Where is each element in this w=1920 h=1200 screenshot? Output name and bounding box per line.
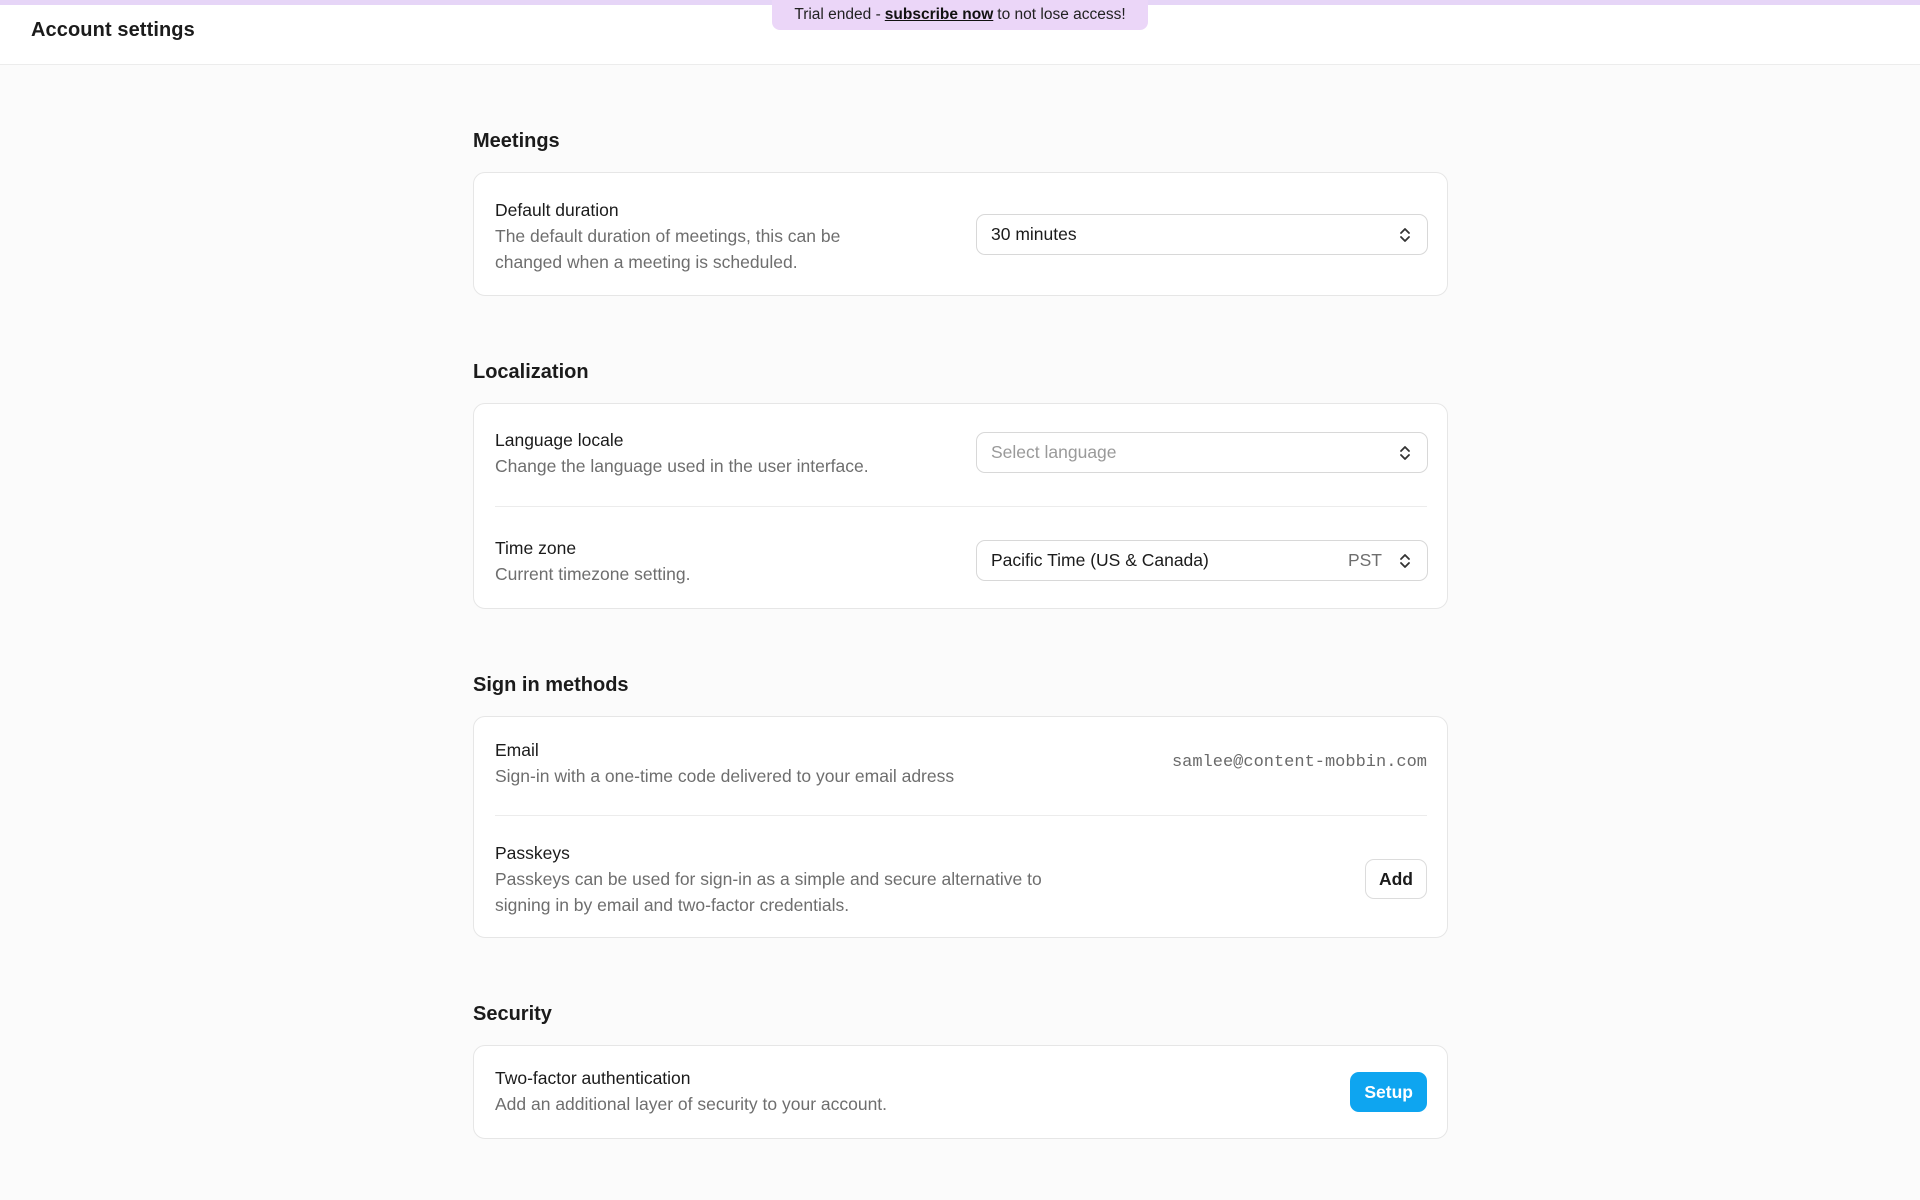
time-zone-select[interactable] — [976, 540, 1428, 581]
passkeys-desc-line2: signing in by email and two-factor credentials. — [495, 895, 850, 915]
localization-card — [473, 403, 1448, 609]
meetings-card — [473, 172, 1448, 296]
default-duration-label: Default duration — [495, 200, 619, 220]
language-locale-label: Language locale — [495, 430, 624, 450]
two-factor-desc: Add an additional layer of security to your account. — [495, 1094, 888, 1114]
trial-banner — [772, 0, 1148, 30]
default-duration-desc-line2: changed when a meeting is scheduled. — [495, 252, 798, 272]
email-label: Email — [495, 740, 539, 760]
language-select[interactable] — [976, 432, 1428, 473]
add-passkey-button[interactable]: Add — [1365, 859, 1427, 899]
time-zone-abbr: PST — [1347, 550, 1382, 570]
language-select-placeholder: Select language — [991, 442, 1117, 462]
time-zone-desc: Current timezone setting. — [495, 564, 691, 584]
security-section-title: Security — [473, 1003, 552, 1025]
chevron-up-down-icon — [1399, 444, 1411, 462]
two-factor-label: Two-factor authentication — [495, 1068, 691, 1088]
subscribe-link[interactable]: subscribe now — [884, 6, 994, 23]
row-divider — [495, 815, 1427, 816]
email-value: samlee@content-mobbin.com — [1171, 753, 1427, 772]
time-zone-value: Pacific Time (US & Canada) — [991, 550, 1209, 570]
meetings-section-title: Meetings — [473, 130, 560, 152]
language-locale-desc: Change the language used in the user interface. — [495, 456, 869, 476]
security-card — [473, 1045, 1448, 1139]
time-zone-label: Time zone — [495, 538, 577, 558]
signin-section-title: Sign in methods — [473, 674, 629, 696]
trial-banner-prefix: Trial ended - — [794, 6, 881, 23]
trial-banner-suffix: to not lose access! — [997, 6, 1126, 23]
chevron-up-down-icon — [1399, 226, 1411, 244]
passkeys-label: Passkeys — [495, 843, 570, 863]
email-desc: Sign-in with a one-time code delivered to your email adress — [495, 766, 955, 786]
passkeys-desc-line1: Passkeys can be used for sign-in as a simple and secure alternative to — [495, 869, 1042, 889]
default-duration-value: 30 minutes — [991, 224, 1077, 244]
chevron-up-down-icon — [1399, 552, 1411, 570]
default-duration-desc-line1: The default duration of meetings, this can be — [495, 226, 841, 246]
signin-card — [473, 716, 1448, 938]
default-duration-select[interactable] — [976, 214, 1428, 255]
setup-two-factor-button[interactable]: Setup — [1350, 1072, 1427, 1112]
row-divider — [495, 506, 1427, 507]
page-title: Account settings — [31, 19, 195, 41]
localization-section-title: Localization — [473, 361, 589, 383]
